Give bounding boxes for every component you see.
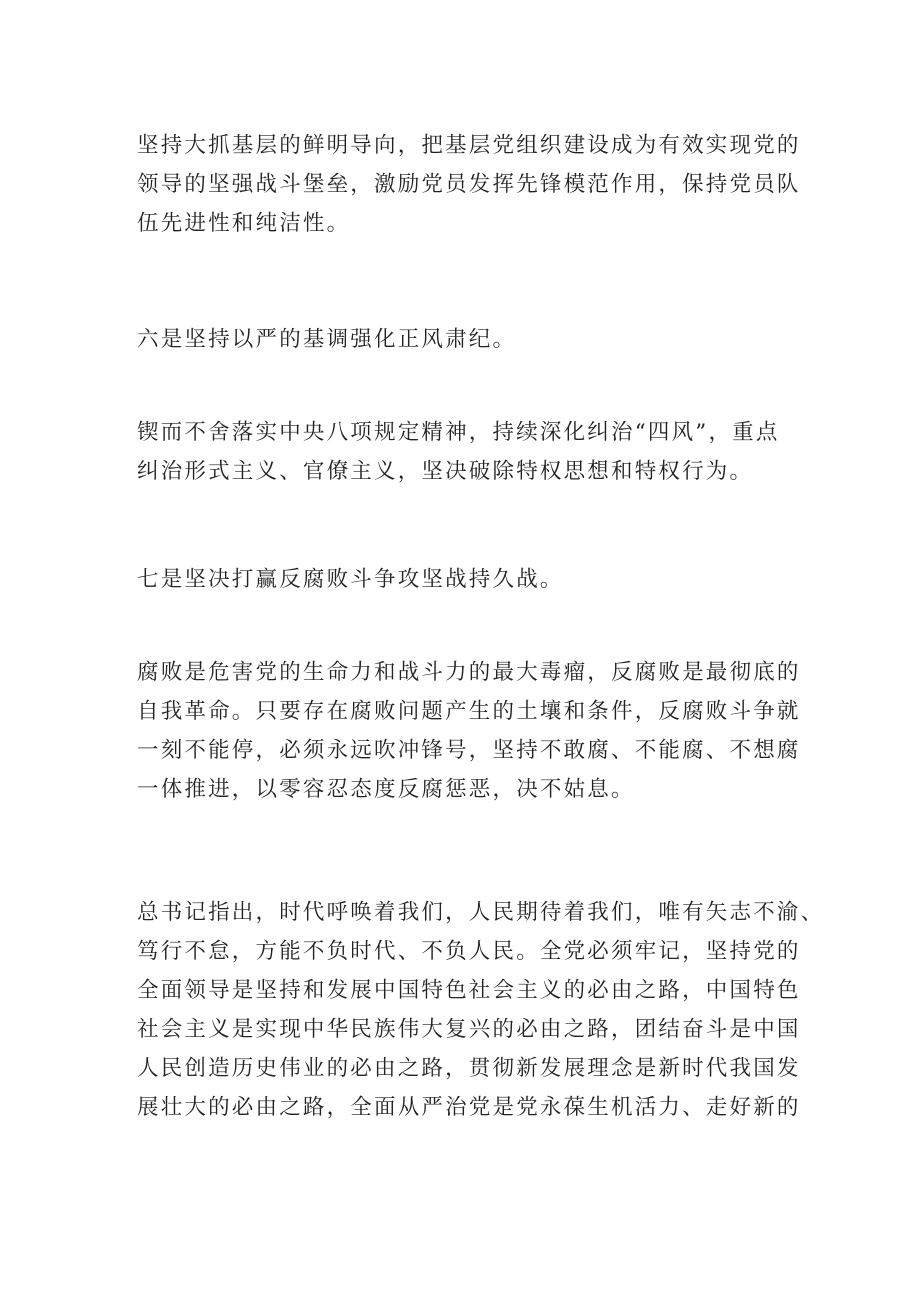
- text-line: 自我革命。只要存在腐败问题产生的土壤和条件，反腐败斗争就: [137, 699, 801, 724]
- text-line: 腐败是危害党的生命力和战斗力的最大毒瘤，反腐败是最彻底的: [137, 660, 801, 685]
- text-line: 伍先进性和纯洁性。: [137, 211, 351, 236]
- paragraph-general-secretary: [137, 893, 825, 1127]
- text-line: 展壮大的必由之路，全面从严治党是党永葆生机活力、走好新的: [137, 1095, 801, 1120]
- text-line: 一刻不能停，必须永远吹冲锋号，坚持不敢腐、不能腐、不想腐: [137, 738, 801, 763]
- text-line: 全面领导是坚持和发展中国特色社会主义的必由之路，中国特色: [137, 978, 801, 1003]
- text-line: 锲而不舍落实中央八项规定精神，持续深化纠治“四风”，重点: [137, 420, 780, 445]
- text-line: 七是坚决打赢反腐败斗争攻坚战持久战。: [137, 567, 564, 592]
- text-line: 笃行不怠，方能不负时代、不负人民。全党必须牢记，坚持党的: [137, 939, 801, 964]
- text-line: 人民创造历史伟业的必由之路，贯彻新发展理念是新时代我国发: [137, 1056, 801, 1081]
- text-line: 纠治形式主义、官僚主义，坚决破除特权思想和特权行为。: [137, 459, 754, 484]
- paragraph-eight-rules: [137, 413, 797, 491]
- text-line: 总书记指出，时代呼唤着我们，人民期待着我们，唯有矢志不渝、: [137, 900, 825, 925]
- text-line: 六是坚持以严的基调强化正风肃纪。: [137, 327, 517, 352]
- text-line: 一体推进，以零容忍态度反腐惩恶，决不姑息。: [137, 777, 635, 802]
- paragraph-grassroots: [137, 126, 801, 243]
- text-line: 社会主义是实现中华民族伟大复兴的必由之路，团结奋斗是中国: [137, 1017, 801, 1042]
- paragraph-anti-corruption: [137, 653, 801, 809]
- heading-point-six: [137, 320, 797, 359]
- heading-point-seven: [137, 560, 797, 599]
- text-line: 领导的坚强战斗堡垒，激励党员发挥先锋模范作用，保持党员队: [137, 172, 801, 197]
- text-line: 坚持大抓基层的鲜明导向，把基层党组织建设成为有效实现党的: [137, 133, 801, 158]
